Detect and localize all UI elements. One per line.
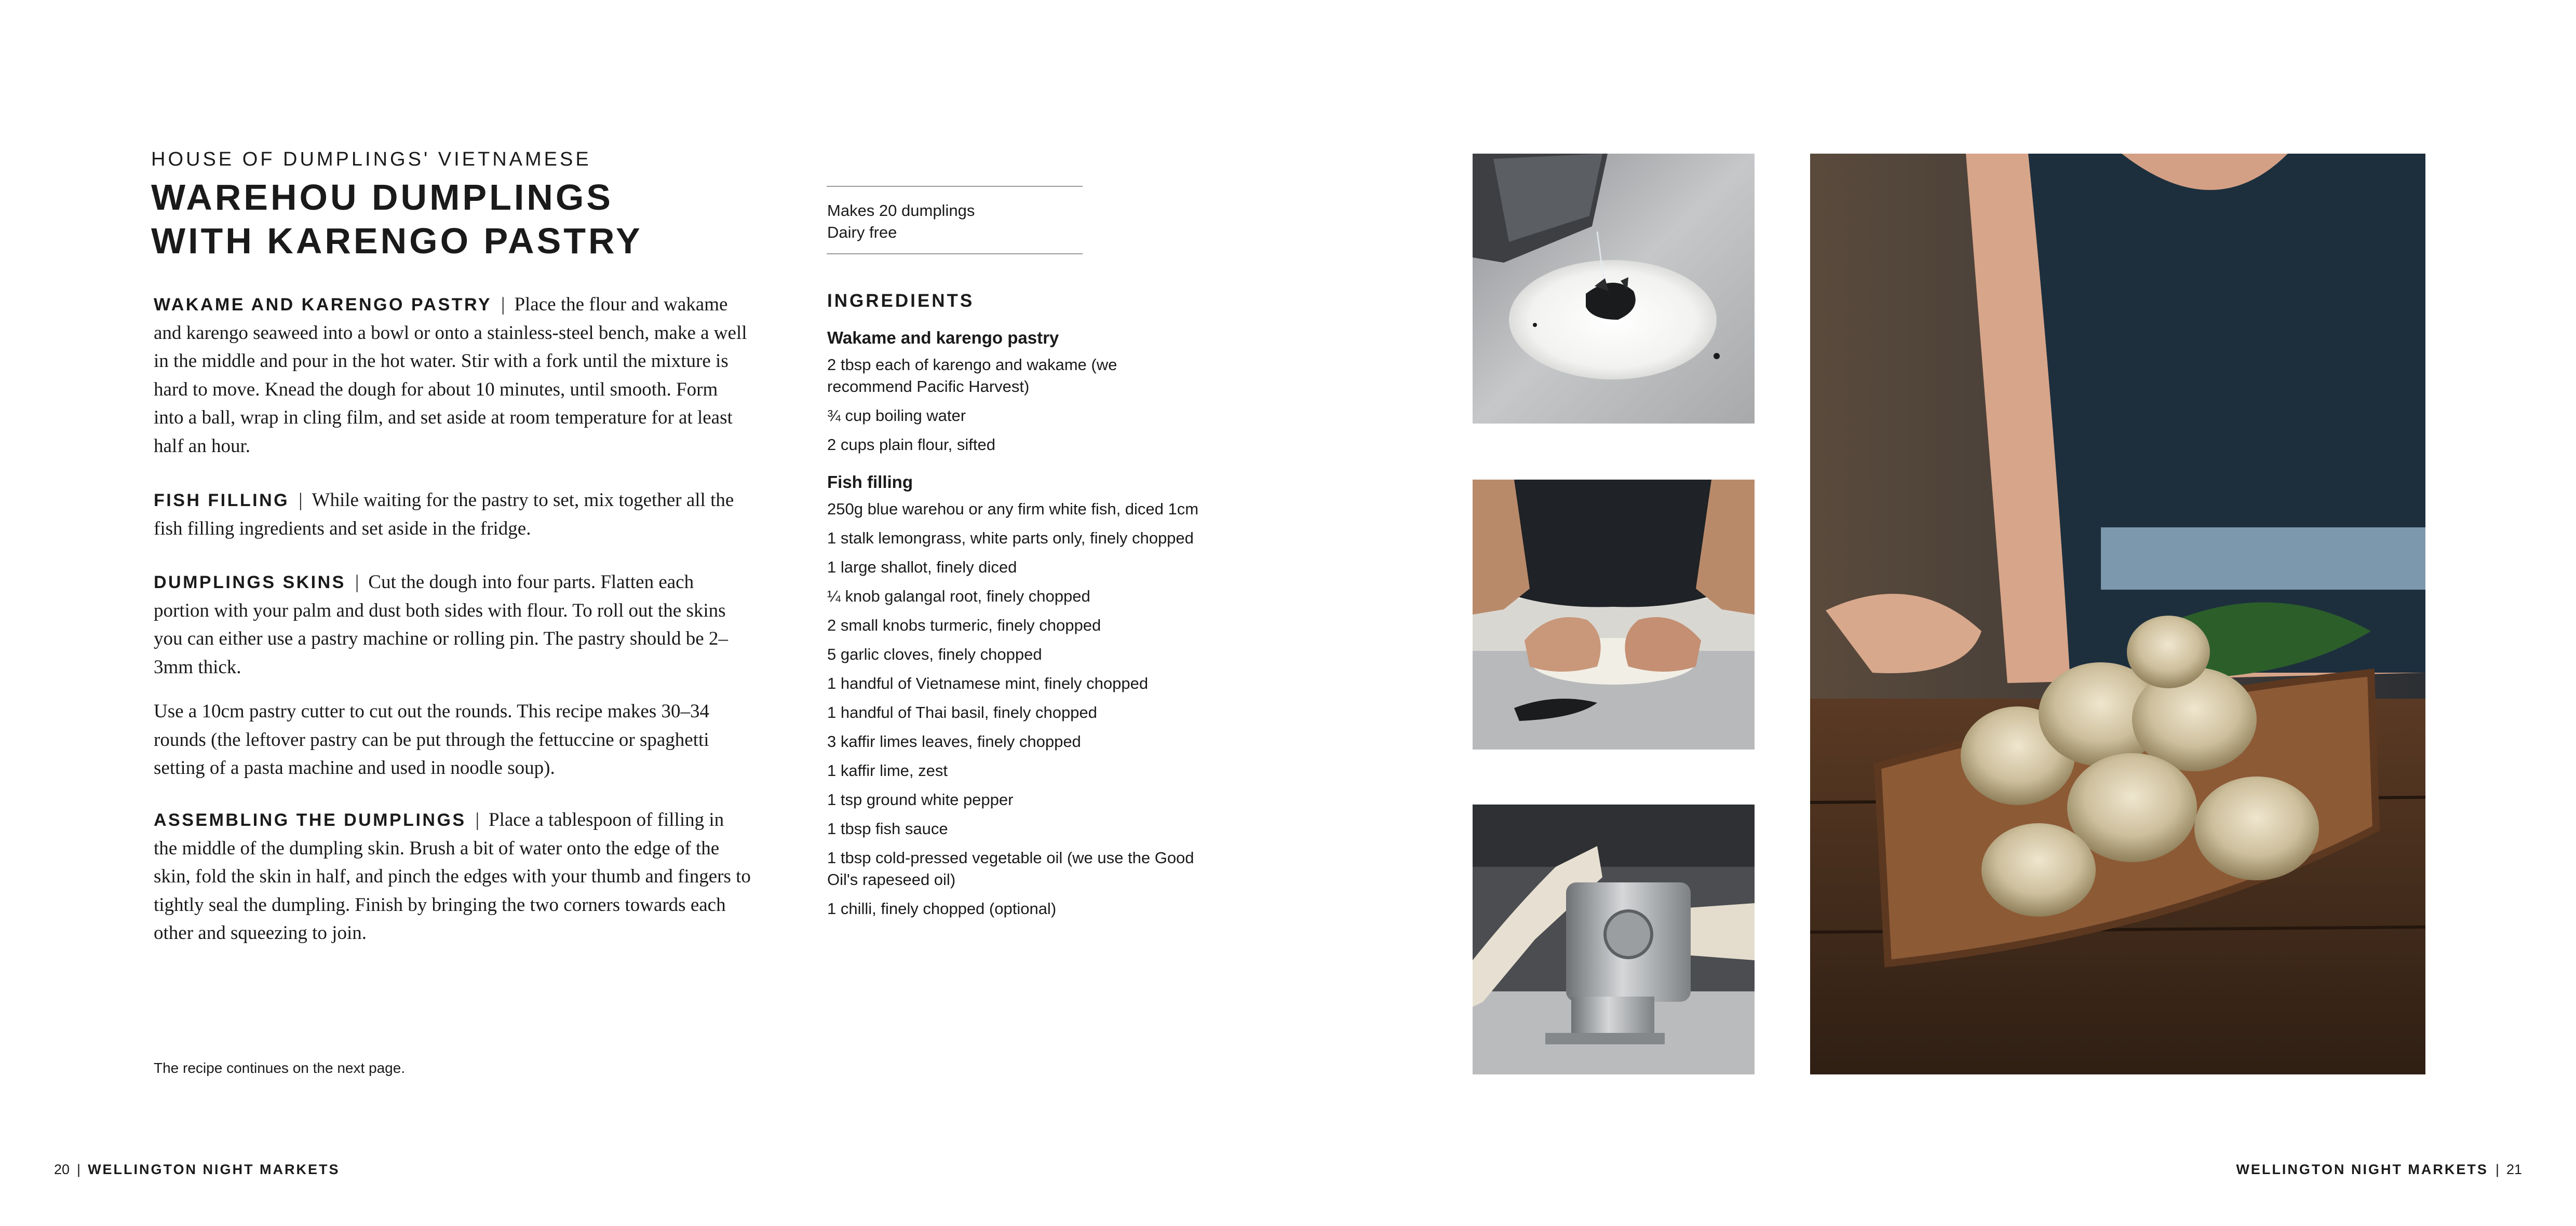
- ingredient-item: 1 tbsp fish sauce: [827, 820, 948, 838]
- page-number-left: 20: [54, 1162, 70, 1177]
- step-heading: DUMPLINGS SKINS: [154, 573, 346, 592]
- folio-left: [54, 1162, 340, 1178]
- method-step-assembling: [154, 806, 751, 948]
- ingredient-item: 1 large shallot, finely diced: [827, 558, 1017, 576]
- step-heading: WAKAME AND KARENGO PASTRY: [154, 295, 492, 315]
- photo-pasta-machine: [1473, 805, 1755, 1074]
- step-text: Place the flour and wakame and karengo seaweed into a bowl or onto a stainless-steel bench, make a well in the middle and pour in the hot water. Stir with a fork until the mixture is hard to move. Knead the dough for about 10 minutes, until smooth. Form into a ball, wrap in cling film, and set aside at room temperature for at least half an hour.: [154, 294, 747, 457]
- ingredient-group-title: Fish filling: [827, 472, 913, 492]
- ingredient-group-filling: [827, 471, 1201, 920]
- ingredient-item: 1 stalk lemongrass, white parts only, finely chopped: [827, 529, 1194, 547]
- ingredient-item: 2 small knobs turmeric, finely chopped: [827, 616, 1101, 634]
- ingredient-item: ¼ knob galangal root, finely chopped: [827, 587, 1090, 605]
- ingredient-group-pastry: [827, 327, 1201, 456]
- step-heading: ASSEMBLING THE DUMPLINGS: [154, 810, 466, 830]
- folio-right: [2236, 1162, 2522, 1178]
- step-text: Use a 10cm pastry cutter to cut out the rounds. This recipe makes 30–34 rounds (the leftover pastry can be put through the fettuccine or spaghetti setting of a pasta machine and used in noodle soup).: [154, 701, 710, 779]
- yield-makes: Makes 20 dumplings: [827, 201, 975, 220]
- ingredient-item: ¾ cup boiling water: [827, 406, 966, 425]
- step-heading: FISH FILLING: [154, 491, 290, 510]
- yield-box: [827, 200, 975, 243]
- ingredient-item: 250g blue warehou or any firm white fish, diced 1cm: [827, 500, 1199, 518]
- ingredient-group-title: Wakame and karengo pastry: [827, 328, 1059, 347]
- step-text: While waiting for the pastry to set, mix together all the fish filling ingredients and set aside in the fridge.: [154, 489, 734, 539]
- method-step-filling: [154, 486, 751, 543]
- yield-diet: Dairy free: [827, 223, 897, 241]
- ingredient-item: 2 tbsp each of karengo and wakame (we recommend Pacific Harvest): [827, 356, 1117, 396]
- folio-divider: |: [2495, 1162, 2499, 1177]
- step-text: Place a tablespoon of filling in the middle of the dumpling skin. Brush a bit of water onto the edge of the skin, fold the skin in half, and pinch the edges with your thumb and fingers to tightly seal the dumpling. Finish by bringing the two corners towards each other and squeezing to join.: [154, 809, 751, 944]
- running-head-right: WELLINGTON NIGHT MARKETS: [2236, 1162, 2488, 1177]
- continues-note: The recipe continues on the next page.: [154, 1060, 406, 1076]
- photo-kneading-dough: [1473, 480, 1755, 750]
- yield-rule-bottom: [827, 253, 1083, 254]
- photo-flour-seaweed: [1473, 154, 1755, 424]
- method-step-pastry: [154, 291, 751, 460]
- method-step-skins: [154, 568, 751, 682]
- recipe-title: [151, 175, 643, 263]
- ingredient-item: 1 handful of Thai basil, finely chopped: [827, 703, 1097, 721]
- step-text: Cut the dough into four parts. Flatten each portion with your palm and dust both sides with flour. To roll out the skins you can either use a pastry machine or rolling pin. The pastry should be 2–3mm thick.: [154, 571, 728, 678]
- title-line-1: WAREHOU DUMPLINGS: [151, 177, 613, 217]
- ingredient-item: 2 cups plain flour, sifted: [827, 435, 995, 454]
- ingredient-item: 1 tbsp cold-pressed vegetable oil (we use the Good Oil's rapeseed oil): [827, 849, 1194, 889]
- ingredients-list: [827, 327, 1201, 935]
- ingredient-item: 1 handful of Vietnamese mint, finely chopped: [827, 674, 1149, 692]
- step-separator: |: [501, 294, 505, 315]
- yield-rule-top: [827, 186, 1083, 187]
- ingredient-item: 1 chilli, finely chopped (optional): [827, 900, 1057, 918]
- ingredients-heading: INGREDIENTS: [827, 291, 975, 311]
- running-head-left: WELLINGTON NIGHT MARKETS: [88, 1162, 340, 1177]
- ingredient-item: 1 tsp ground white pepper: [827, 791, 1014, 809]
- photo-dumplings-platter: [1810, 154, 2425, 1074]
- page-number-right: 21: [2506, 1162, 2522, 1177]
- folio-divider: |: [77, 1162, 81, 1177]
- title-line-2: WITH KARENGO PASTRY: [151, 221, 643, 261]
- ingredient-item: 3 kaffir limes leaves, finely chopped: [827, 732, 1081, 751]
- step-separator: |: [475, 809, 479, 830]
- step-separator: |: [355, 571, 359, 593]
- recipe-kicker: HOUSE OF DUMPLINGS' VIETNAMESE: [151, 148, 591, 170]
- ingredient-item: 5 garlic cloves, finely chopped: [827, 645, 1042, 663]
- step-separator: |: [299, 489, 303, 511]
- ingredient-item: 1 kaffir lime, zest: [827, 761, 948, 780]
- method-step-cutting: [154, 698, 751, 783]
